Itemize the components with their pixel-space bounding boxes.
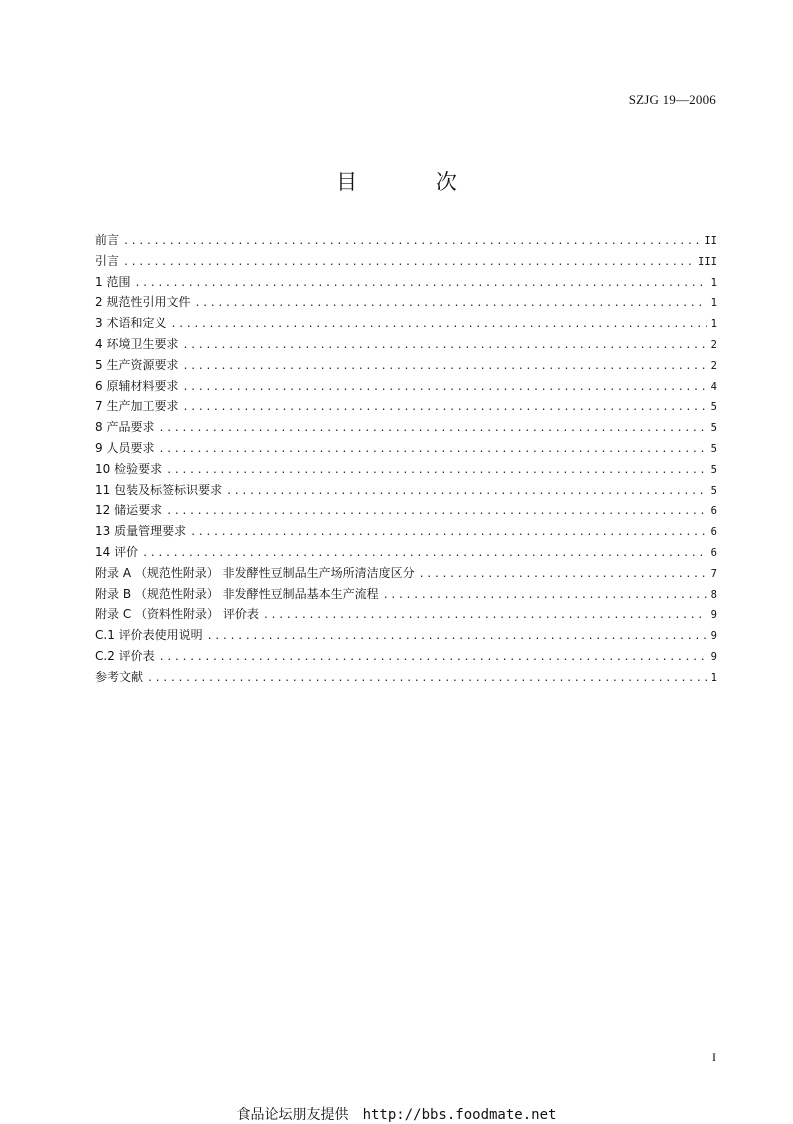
- toc-entry-label: 6 原辅材料要求: [95, 378, 179, 393]
- toc-entry-label: 8 产品要求: [95, 420, 155, 435]
- toc-entry-page: 6: [710, 546, 717, 559]
- toc-entry-page: III: [698, 255, 717, 268]
- toc-entry-page: 5: [710, 401, 717, 414]
- toc-entry-label: 4 环境卫生要求: [95, 336, 179, 351]
- toc-entry-label: 2 规范性引用文件: [95, 295, 191, 310]
- toc-entry-storage-transport[interactable]: [95, 500, 717, 521]
- toc-entry-evaluation[interactable]: [95, 542, 717, 563]
- toc-leader-dots: [158, 440, 706, 461]
- toc-entry-page: 5: [710, 442, 717, 455]
- toc-entry-terms-definitions[interactable]: [95, 313, 717, 334]
- standard-code: SZJG 19—2006: [628, 92, 716, 107]
- table-of-contents: [95, 230, 717, 688]
- toc-entry-c1[interactable]: [95, 625, 717, 646]
- toc-entry-production-resources[interactable]: [95, 355, 717, 376]
- toc-entry-appendix-c[interactable]: [95, 604, 717, 625]
- toc-leader-dots: [123, 232, 700, 253]
- toc-entry-label: 12 储运要求: [95, 503, 163, 518]
- toc-leader-dots: [166, 461, 707, 482]
- toc-entry-personnel[interactable]: [95, 438, 717, 459]
- toc-entry-packaging-labeling[interactable]: [95, 480, 717, 501]
- toc-entry-introduction[interactable]: [95, 251, 717, 272]
- toc-entry-page: 1: [710, 318, 717, 331]
- toc-entry-scope[interactable]: [95, 272, 717, 293]
- toc-entry-appendix-a[interactable]: [95, 563, 717, 584]
- toc-leader-dots: [263, 606, 707, 627]
- toc-entry-label: 附录 B （规范性附录） 非发酵性豆制品基本生产流程: [95, 586, 379, 601]
- toc-entry-label: C.2 评价表: [95, 648, 155, 663]
- toc-entry-page: 5: [710, 422, 717, 435]
- toc-leader-dots: [166, 502, 707, 523]
- toc-entry-page: 5: [710, 484, 717, 497]
- toc-entry-environmental-hygiene[interactable]: [95, 334, 717, 355]
- toc-leader-dots: [182, 357, 706, 378]
- toc-entry-c2[interactable]: [95, 646, 717, 667]
- toc-leader-dots: [159, 648, 707, 669]
- toc-leader-dots: [123, 253, 694, 274]
- toc-entry-production-processing[interactable]: [95, 396, 717, 417]
- toc-leader-dots: [182, 378, 706, 399]
- toc-entry-page: 5: [710, 463, 717, 476]
- toc-entry-quality-management[interactable]: [95, 521, 717, 542]
- footer-provider: 食品论坛朋友提供: [236, 1107, 349, 1123]
- footer: [0, 1104, 793, 1124]
- toc-entry-page: 1: [710, 276, 717, 289]
- toc-entry-page: 6: [710, 505, 717, 518]
- toc-entry-page: 2: [710, 338, 717, 351]
- toc-entry-normative-references[interactable]: [95, 292, 717, 313]
- toc-leader-dots: [170, 315, 706, 336]
- toc-entry-page: 9: [710, 650, 717, 663]
- toc-leader-dots: [226, 482, 707, 503]
- toc-entry-label: C.1 评价表使用说明: [95, 628, 203, 643]
- toc-entry-label: 13 质量管理要求: [95, 524, 187, 539]
- toc-entry-label: 14 评价: [95, 544, 139, 559]
- toc-entry-appendix-b[interactable]: [95, 584, 717, 605]
- toc-entry-inspection[interactable]: [95, 459, 717, 480]
- toc-entry-label: 5 生产资源要求: [95, 357, 179, 372]
- toc-entry-foreword[interactable]: [95, 230, 717, 251]
- toc-leader-dots: [419, 565, 707, 586]
- toc-entry-page: 9: [710, 609, 717, 622]
- toc-leader-dots: [147, 669, 707, 690]
- toc-entry-label: 10 检验要求: [95, 461, 163, 476]
- toc-entry-page: 6: [710, 526, 717, 539]
- toc-entry-page: 1: [710, 297, 717, 310]
- toc-entry-label: 3 术语和定义: [95, 316, 167, 331]
- toc-entry-page: 2: [710, 359, 717, 372]
- toc-leader-dots: [134, 274, 706, 295]
- toc-entry-label: 附录 A （规范性附录） 非发酵性豆制品生产场所清洁度区分: [95, 565, 415, 580]
- toc-entry-label: 参考文献: [95, 669, 144, 684]
- toc-leader-dots: [142, 544, 707, 565]
- toc-entry-label: 11 包装及标签标识要求: [95, 482, 223, 497]
- toc-entry-page: 8: [710, 588, 717, 601]
- toc-entry-label: 附录 C （资料性附录） 评价表: [95, 607, 259, 622]
- page-title: 目 次: [336, 170, 493, 194]
- page-number: I: [712, 1050, 716, 1064]
- footer-url[interactable]: http://bbs.foodmate.net: [362, 1107, 557, 1123]
- toc-entry-page: 7: [710, 567, 717, 580]
- toc-entry-product[interactable]: [95, 417, 717, 438]
- toc-entry-label: 9 人员要求: [95, 440, 155, 455]
- toc-leader-dots: [194, 294, 706, 315]
- toc-leader-dots: [207, 627, 707, 648]
- toc-entry-page: 1: [710, 671, 717, 684]
- toc-leader-dots: [182, 398, 706, 419]
- toc-entry-bibliography[interactable]: [95, 667, 717, 688]
- toc-entry-label: 7 生产加工要求: [95, 399, 179, 414]
- toc-entry-label: 引言: [95, 253, 120, 268]
- toc-entry-page: 4: [710, 380, 717, 393]
- toc-leader-dots: [190, 523, 707, 544]
- toc-entry-label: 前言: [95, 233, 120, 247]
- toc-leader-dots: [383, 586, 707, 607]
- toc-entry-page: 9: [710, 630, 717, 643]
- toc-leader-dots: [158, 419, 706, 440]
- toc-entry-page: II: [704, 235, 717, 247]
- toc-entry-raw-materials[interactable]: [95, 376, 717, 397]
- toc-entry-label: 1 范围: [95, 274, 131, 289]
- toc-leader-dots: [182, 336, 706, 357]
